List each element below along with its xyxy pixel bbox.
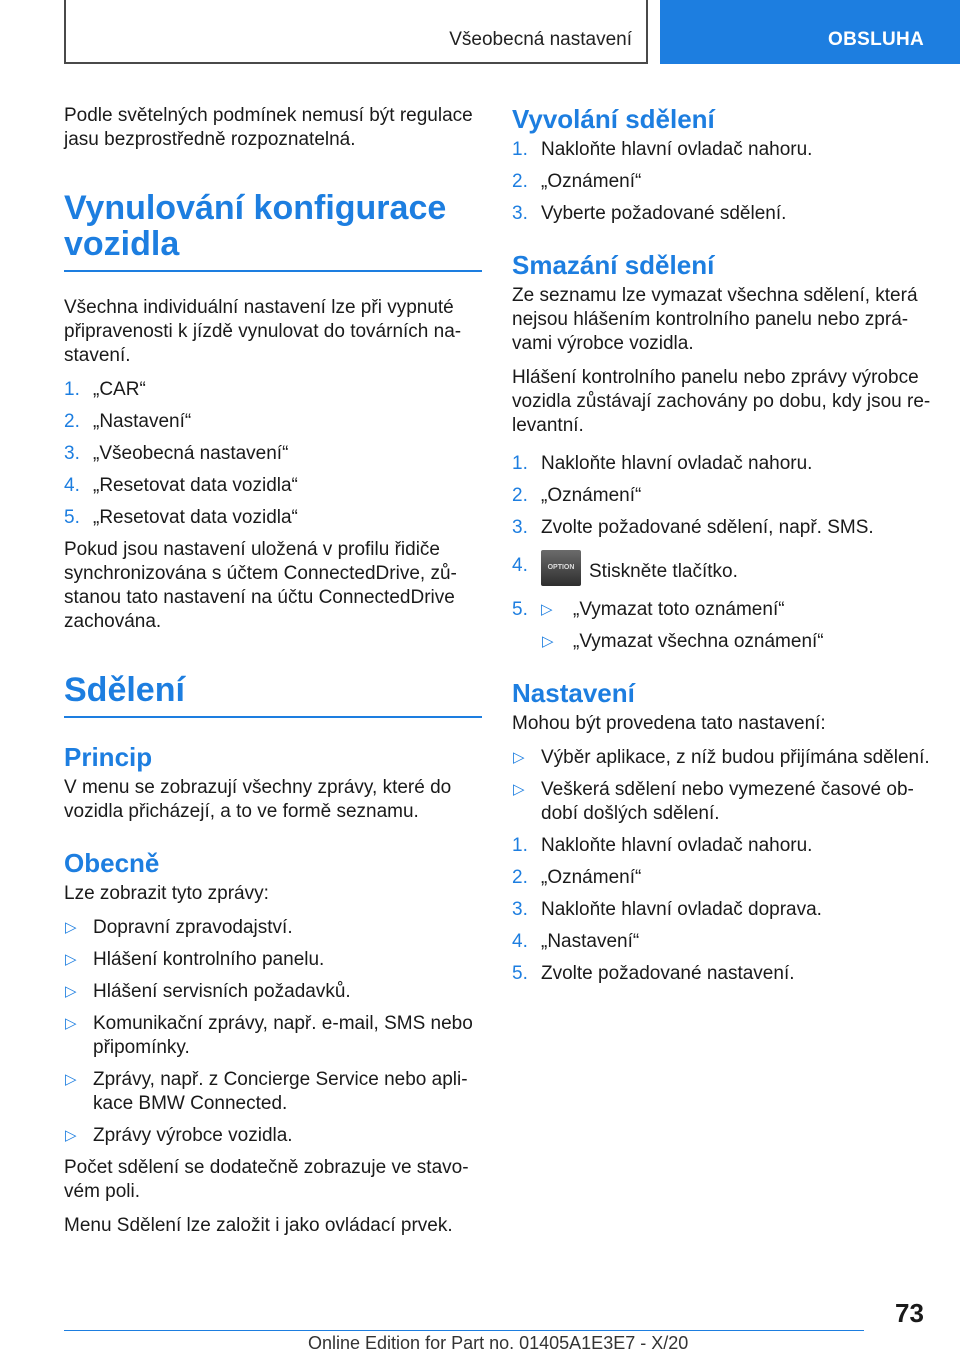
list-item: 5. ▷ „Vymazat toto oznámení“ [512,599,785,620]
page-number: 73 [895,1298,924,1328]
general-text: Lze zobrazit tyto zprávy: [64,883,269,904]
list-item: ▷ Výběr aplikace, z níž budou přijímána sdělení. [513,747,930,768]
bullet-triangle-icon: ▷ [541,601,553,618]
reset-text: Všechna individuální nastavení lze při vypnuté připravenosti k jízdě vynulovat do továrních na-stavení. [64,297,462,366]
footer-edition: Online Edition for Part no. 01405A1E3E7 - X/20 [308,1333,689,1353]
list-item: 2. „Oznámení“ [512,867,642,888]
list-item: ▷ Hlášení kontrolního panelu. [65,949,325,970]
footer-divider [64,1330,864,1331]
delete-heading: Smazání sdělení [512,250,715,280]
list-item: ▷ Hlášení servisních požadavků. [65,981,351,1002]
bullet-triangle-icon: ▷ [513,781,525,798]
right-column [512,104,932,994]
list-item: 4. „Nastavení“ [512,931,640,952]
list-item: ▷ Zprávy, např. z Concierge Service nebo apli-kace BMW Connected. [65,1069,468,1114]
settings-steps [512,834,932,986]
list-item: 5. Zvolte požadované nastavení. [512,963,795,984]
menu-text: Menu Sdělení lze založit i jako ovládací prvek. [64,1215,453,1236]
count-text: Počet sdělení se dodatečně zobrazuje ve stavo-vém poli. [64,1157,469,1202]
list-item: 3. Nakloňte hlavní ovladač doprava. [512,899,822,920]
delete-text-1: Ze seznamu lze vymazat všechna sdělení, která nejsou hlášením kontrolního panelu nebo zprá-vami výrobce vozidla. [512,285,918,354]
list-item: ▷ Dopravní zpravodajství. [65,917,293,938]
option-button-icon: OPTION [541,550,581,586]
bullet-triangle-icon: ▷ [65,1015,77,1032]
bullet-triangle-icon: ▷ [513,749,525,766]
left-column [64,104,482,1248]
bullet-triangle-icon: ▷ [65,983,77,1000]
delete-steps [512,452,932,622]
chapter-tab-label: OBSLUHA [828,29,925,50]
header-box [64,0,648,64]
list-item: ▷ Zprávy výrobce vozidla. [65,1125,293,1146]
call-heading: Vyvolání sdělení [512,104,715,134]
bullet-triangle-icon: ▷ [65,951,77,968]
list-item: 1. Nakloňte hlavní ovladač nahoru. [512,453,813,474]
list-item: 4. OPTION Stiskněte tlačítko. [512,554,932,590]
general-heading: Obecně [64,848,160,878]
call-steps [512,138,932,226]
messages-heading: Sdělení [64,672,482,718]
section-title: Všeobecná nastavení [449,29,632,50]
list-item: 5. „Resetovat data vozidla“ [64,507,298,528]
general-items [64,916,482,1148]
list-item: 2. „Oznámení“ [512,485,642,506]
delete-text-2: Hlášení kontrolního panelu nebo zprávy výrobce vozidla zůstávají zachovány po dobu, kdy jsou re-levantní. [512,367,931,436]
list-item: 2. „Oznámení“ [512,171,642,192]
list-item: ▷ Komunikační zprávy, např. e-mail, SMS nebo připomínky. [65,1013,473,1058]
list-item: 1. „CAR“ [64,379,146,400]
step5-subitems [541,630,932,654]
bullet-triangle-icon: ▷ [65,1127,77,1144]
bullet-triangle-icon: ▷ [542,633,554,650]
list-item: 1. Nakloňte hlavní ovladač nahoru. [512,835,813,856]
settings-items [512,746,932,826]
intro-text: Podle světelných podmínek nemusí být regulace jasu bezprostředně rozpoznatelná. [64,105,473,150]
list-item: 2. „Nastavení“ [64,411,192,432]
settings-text: Mohou být provedena tato nastavení: [512,713,826,734]
list-item: 3. Vyberte požadované sdělení. [512,203,787,224]
bullet-triangle-icon: ▷ [65,1071,77,1088]
principle-text: V menu se zobrazují všechny zprávy, které do vozidla přicházejí, a to ve formě seznamu. [64,777,452,822]
settings-heading: Nastavení [512,678,635,708]
list-item: 4. „Resetovat data vozidla“ [64,475,298,496]
list-item: ▷ Veškerá sdělení nebo vymezené časové ob-dobí došlých sdělení. [513,779,914,824]
list-item: ▷ „Vymazat všechna oznámení“ [542,631,824,652]
list-item: 1. Nakloňte hlavní ovladač nahoru. [512,139,813,160]
reset-note: Pokud jsou nastavení uložená v profilu řidiče synchronizována s účtem ConnectedDrive, zů-stanou tato nastavení na účtu ConnectedDrive zachována. [64,539,457,632]
chapter-tab [660,0,960,64]
reset-heading: Vynulování konfigurace vozidla [64,190,482,272]
list-item: 3. „Všeobecná nastavení“ [64,443,289,464]
principle-heading: Princip [64,742,153,772]
bullet-triangle-icon: ▷ [65,919,77,936]
reset-steps [64,378,482,530]
list-item: 3. Zvolte požadované sdělení, např. SMS. [512,517,874,538]
